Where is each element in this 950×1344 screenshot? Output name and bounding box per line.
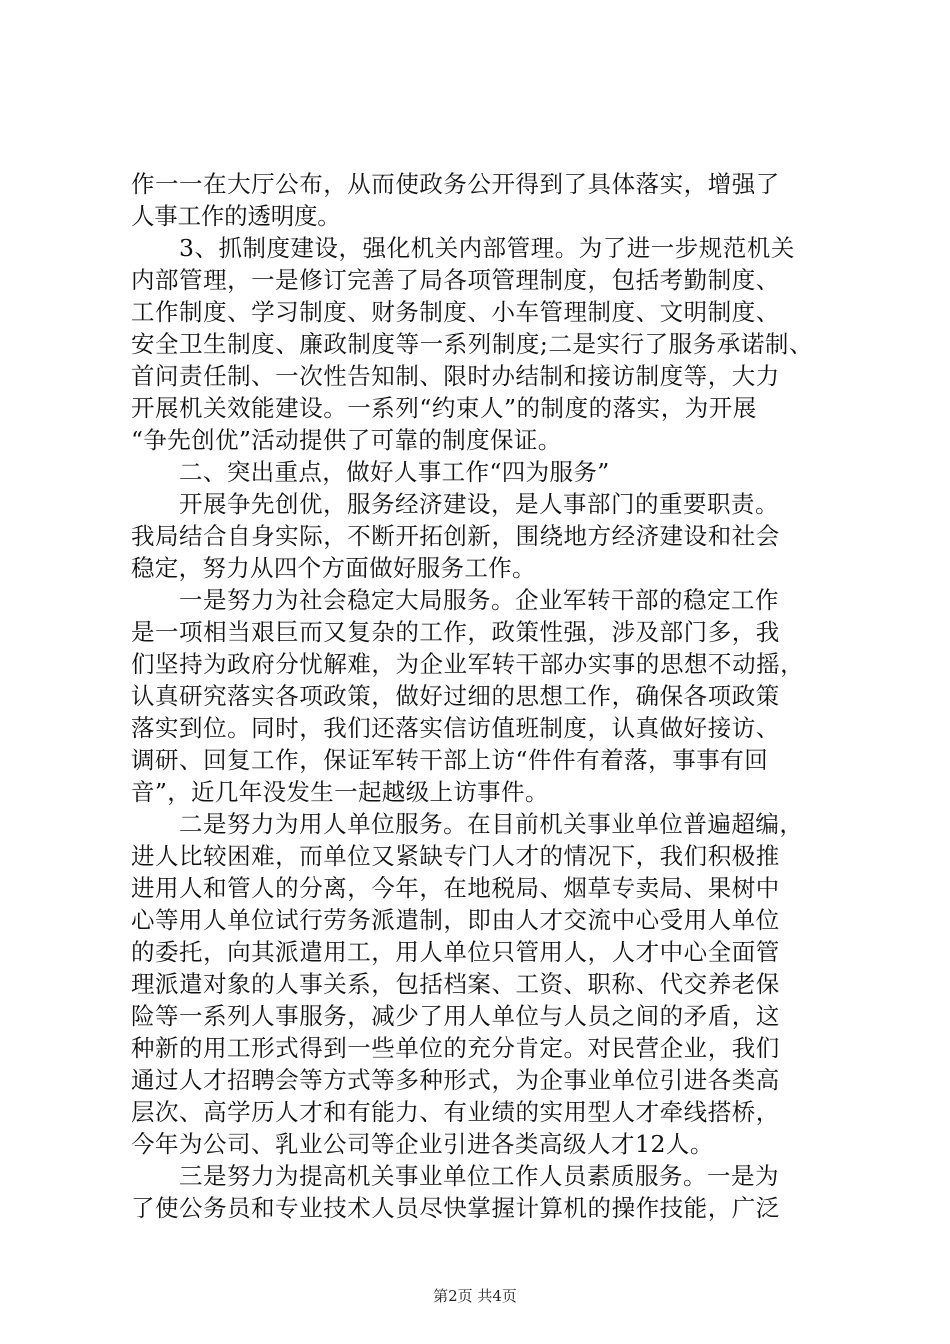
text-line: 稳定，努力从四个方面做好服务工作。 — [131, 554, 536, 582]
text-line: 一是努力为社会稳定大局服务。企业军转干部的稳定工作 — [179, 586, 779, 614]
text-line: 我局结合自身实际，不断开拓创新，围绕地方经济建设和社会 — [131, 522, 780, 550]
text-line: 了使公务员和专业技术人员尽快掌握计算机的操作技能，广泛 — [131, 1194, 780, 1222]
text-line: 层次、高学历人才和有能力、有业绩的实用型人才牵线搭桥， — [131, 1098, 780, 1126]
text-line: 今年为公司、乳业公司等企业引进各类高级人才12人。 — [131, 1130, 714, 1158]
text-line: 们坚持为政府分忧解难，为企业军转干部办实事的思想不动摇， — [131, 650, 805, 678]
text-line: 心等用人单位试行劳务派遣制，即由人才交流中心受用人单位 — [131, 906, 780, 934]
text-line: 进用人和管人的分离，今年，在地税局、烟草专卖局、果树中 — [131, 874, 780, 902]
text-line: 二、突出重点，做好人事工作“四为服务” — [179, 458, 610, 486]
document-body — [131, 168, 831, 1224]
text-line: 开展机关效能建设。一系列“约束人”的制度的落实，为开展 — [131, 394, 757, 422]
text-line: 落实到位。同时，我们还落实信访值班制度，认真做好接访、 — [131, 714, 780, 742]
text-line: 作一一在大厅公布，从而使政务公开得到了具体落实，增强了 — [131, 170, 780, 198]
text-line: 通过人才招聘会等方式等多种形式，为企事业单位引进各类高 — [131, 1066, 780, 1094]
text-line: 内部管理，一是修订完善了局各项管理制度，包括考勤制度、 — [131, 266, 780, 294]
text-line: 3、抓制度建设，强化机关内部管理。为了进一步规范机关 — [179, 234, 795, 262]
text-line: 进人比较困难，而单位又紧缺专门人才的情况下，我们积极推 — [131, 842, 780, 870]
text-line: 二是努力为用人单位服务。在目前机关事业单位普遍超编， — [179, 810, 804, 838]
text-line: 是一项相当艰巨而又复杂的工作，政策性强，涉及部门多，我 — [131, 618, 780, 646]
text-line: 调研、回复工作，保证军转干部上访“件件有着落，事事有回 — [131, 746, 769, 774]
text-line: 首问责任制、一次性告知制、限时办结制和接访制度等，大力 — [131, 362, 780, 390]
text-line: 险等一系列人事服务，减少了用人单位与人员之间的矛盾，这 — [131, 1002, 780, 1030]
text-line: 工作制度、学习制度、财务制度、小车管理制度、文明制度、 — [131, 298, 780, 326]
page-footer: 第2页 共4页 — [433, 1287, 517, 1305]
text-line: 认真研究落实各项政策，做好过细的思想工作，确保各项政策 — [131, 682, 780, 710]
text-line: 种新的用工形式得到一些单位的充分肯定。对民营企业，我们 — [131, 1034, 780, 1062]
text-line: 音”，近几年没发生一起越级上访事件。 — [131, 778, 549, 806]
text-line: 人事工作的透明度。 — [131, 202, 341, 230]
text-line: 理派遣对象的人事关系，包括档案、工资、职称、代交养老保 — [131, 970, 780, 998]
text-line: 安全卫生制度、廉政制度等一系列制度;二是实行了服务承诺制、 — [131, 330, 814, 358]
text-line: 开展争先创优，服务经济建设，是人事部门的重要职责。 — [179, 490, 779, 518]
text-line: 三是努力为提高机关事业单位工作人员素质服务。一是为 — [179, 1162, 779, 1190]
text-line: 的委托，向其派遣用工，用人单位只管用人，人才中心全面管 — [131, 938, 780, 966]
text-line: “争先创优”活动提供了可靠的制度保证。 — [131, 426, 562, 454]
